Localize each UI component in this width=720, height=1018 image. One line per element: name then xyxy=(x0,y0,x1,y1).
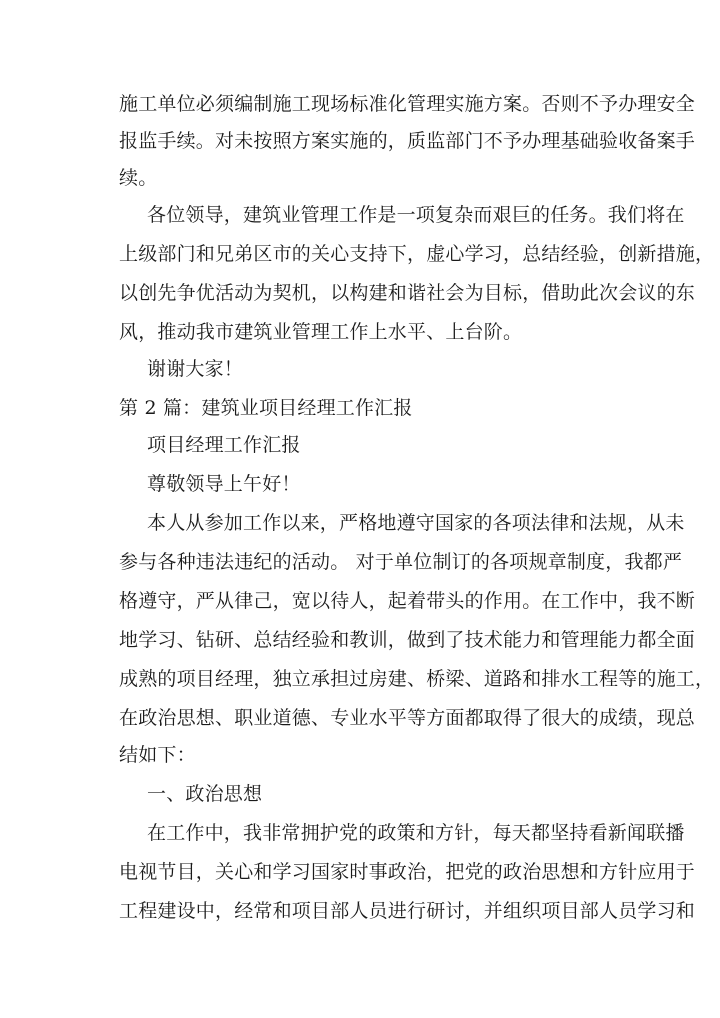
body-text-line: 参与各种违法违纪的活动。 对于单位制订的各项规章制度，我都严 xyxy=(119,551,683,573)
body-text-line: 以创先争优活动为契机，以构建和谐社会为目标，借助此次会议的东 xyxy=(119,282,696,304)
body-text-line: 结如下： xyxy=(119,744,196,766)
body-text-line: 本人从参加工作以来，严格地遵守国家的各项法律和法规，从未 xyxy=(147,512,685,534)
subsection-heading: 一、政治思想 xyxy=(147,783,263,805)
body-text-line: 成熟的项目经理，独立承担过房建、桥梁、道路和排水工程等的施工， xyxy=(119,668,715,690)
body-text-line: 续。 xyxy=(119,167,158,189)
body-text-line: 在工作中，我非常拥护党的政策和方针，每天都坚持看新闻联播 xyxy=(147,822,685,844)
body-text-line: 谢谢大家！ xyxy=(147,358,244,380)
body-text-line: 风，推动我市建筑业管理工作上水平、上台阶。 xyxy=(119,321,523,343)
body-text-line: 在政治思想、职业道德、专业水平等方面都取得了很大的成绩，现总 xyxy=(119,707,696,729)
report-title: 项目经理工作汇报 xyxy=(147,434,301,456)
section-heading: 第 2 篇：建筑业项目经理工作汇报 xyxy=(119,397,413,419)
body-text-line: 施工单位必须编制施工现场标准化管理实施方案。否则不予办理安全 xyxy=(119,93,696,115)
body-text-line: 电视节目，关心和学习国家时事政治，把党的政治思想和方针应用于 xyxy=(119,861,696,883)
body-text-line: 工程建设中，经常和项目部人员进行研讨，并组织项目部人员学习和 xyxy=(119,900,696,922)
body-text-line: 上级部门和兄弟区市的关心支持下，虚心学习，总结经验，创新措施， xyxy=(119,243,715,265)
salutation: 尊敬领导上午好！ xyxy=(147,473,301,495)
body-text-line: 格遵守，严从律己，宽以待人，起着带头的作用。在工作中，我不断 xyxy=(119,590,696,612)
body-text-line: 报监手续。对未按照方案实施的，质监部门不予办理基础验收备案手 xyxy=(119,130,696,152)
body-text-line: 地学习、钻研、总结经验和教训，做到了技术能力和管理能力都全面 xyxy=(119,629,696,651)
body-text-line: 各位领导，建筑业管理工作是一项复杂而艰巨的任务。我们将在 xyxy=(147,204,685,226)
